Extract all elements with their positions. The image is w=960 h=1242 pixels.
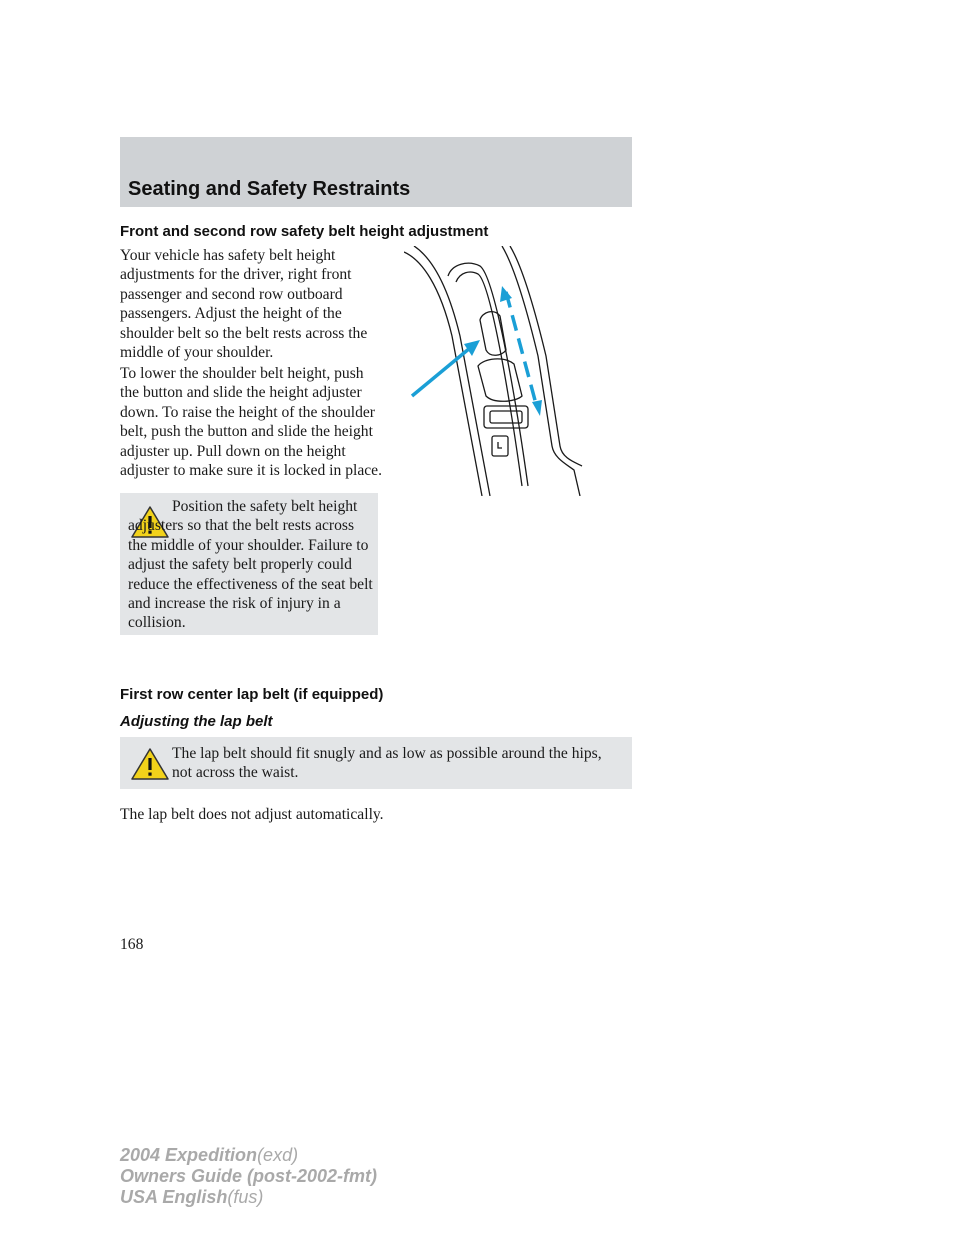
paragraph-height-adjustment-intro: Your vehicle has safety belt height adjustments for the driver, right front passenger and second row outboard passengers. Adjust the height of the shoulder belt so the belt rests across the middle of your shoulder. [120,247,368,362]
footer-model-line [120,1145,298,1166]
footer-model: 2004 Expedition [120,1145,258,1165]
footer-guide-line: Owners Guide (post-2002-fmt) [120,1166,378,1186]
section-title: Seating and Safety Restraints [128,178,411,200]
warning-box-belt-height [120,493,378,635]
warning-box-lap-belt [120,737,632,789]
footer-language-line [120,1187,263,1208]
heading-center-lap-belt: First row center lap belt (if equipped) [120,686,384,703]
warning-triangle-icon [130,747,170,781]
section-header [120,137,632,207]
heading-height-adjustment: Front and second row safety belt height adjustment [120,223,489,240]
footer-language-code: (fus) [227,1187,264,1207]
paragraph-lap-belt-note: The lap belt does not adjust automatically. [120,806,384,823]
subheading-adjusting-lap-belt: Adjusting the lap belt [120,713,273,730]
page-number: 168 [120,936,144,953]
warning-text-belt-height: Position the safety belt height adjusters so that the belt rests across the middle of your shoulder. Failure to adjust the safety belt properly could reduce the effectiveness of the seat belt and increase the risk of injury in a collision. [128,498,373,632]
footer-language: USA English [120,1187,228,1207]
footer-model-code: (exd) [257,1145,299,1165]
paragraph-lower-raise-instructions: To lower the shoulder belt height, push the button and slide the height adjuster down. To raise the height of the shoulder belt, push the button and slide the height adjuster up. Pull down on the height adjuster to make sure it is locked in place. [120,365,382,480]
belt-height-adjuster-illustration [404,246,594,496]
warning-text-lap-belt: The lap belt should fit snugly and as low as possible around the hips, not across the waist. [172,745,602,782]
